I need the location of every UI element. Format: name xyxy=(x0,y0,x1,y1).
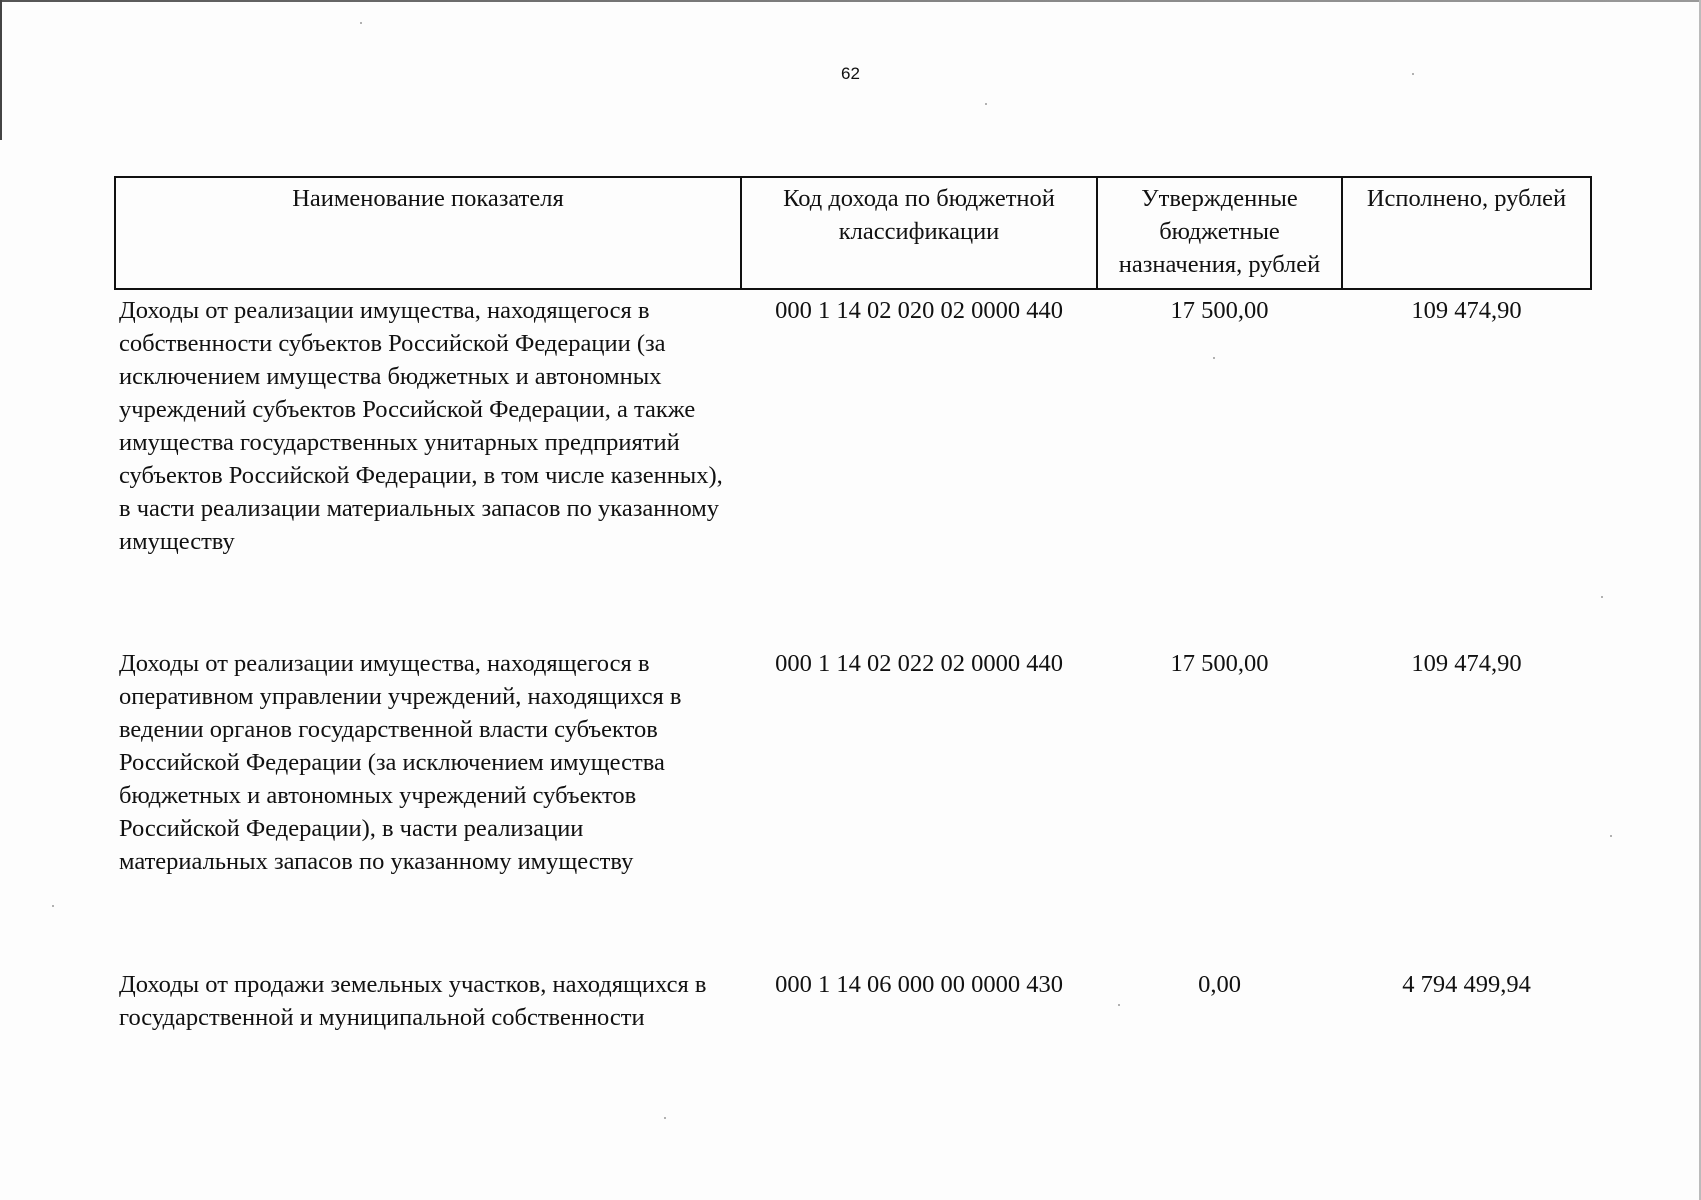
row-executed: 4 794 499,94 xyxy=(1402,971,1531,998)
table-row xyxy=(115,964,1591,1088)
scan-speck xyxy=(1412,73,1414,75)
scan-speck xyxy=(1213,357,1215,359)
revenue-table xyxy=(114,176,1592,1088)
row-name: Доходы от реализации имущества, находящегося в собственности субъектов Российской Федерации (за исключением имущества бюджетных и автономных учреждений субъектов Российской Федерации, а также имущества государственных унитарных предприятий субъектов Российской Федерации, в том числе казенных), в части реализации материальных запасов по указанному имуществу xyxy=(119,297,723,555)
row-code: 000 1 14 06 000 00 0000 430 xyxy=(775,971,1063,998)
scan-speck xyxy=(1118,1004,1120,1006)
row-executed: 109 474,90 xyxy=(1411,650,1522,677)
scan-speck xyxy=(985,103,987,105)
page-number: 62 xyxy=(841,64,860,83)
row-code: 000 1 14 02 020 02 0000 440 xyxy=(775,297,1063,324)
scan-speck xyxy=(360,22,362,24)
header-executed: Исполнено, рублей xyxy=(1342,177,1591,289)
row-approved: 17 500,00 xyxy=(1170,297,1269,324)
header-code: Код дохода по бюджетной классификации xyxy=(741,177,1097,289)
row-approved: 0,00 xyxy=(1198,971,1241,998)
row-approved: 17 500,00 xyxy=(1170,650,1269,677)
row-executed: 109 474,90 xyxy=(1411,297,1522,324)
scan-speck xyxy=(52,905,54,907)
scan-speck xyxy=(664,1117,666,1119)
scan-speck xyxy=(1610,835,1612,837)
row-name: Доходы от продажи земельных участков, находящихся в государственной и муниципальной собственности xyxy=(119,971,707,1031)
row-code: 000 1 14 02 022 02 0000 440 xyxy=(775,650,1063,677)
header-approved: Утвержденные бюджетные назначения, рублей xyxy=(1097,177,1342,289)
header-name: Наименование показателя xyxy=(115,177,741,289)
row-name: Доходы от реализации имущества, находящегося в оперативном управлении учреждений, находящихся в ведении органов государственной власти субъектов Российской Федерации (за исключением имущества бюджетных и автономных учреждений субъектов Российской Федерации), в части реализации материальных запасов по указанному имуществу xyxy=(119,650,682,875)
table-row xyxy=(115,643,1591,964)
table-row xyxy=(115,289,1591,643)
scan-speck xyxy=(1601,596,1603,598)
table-header-row xyxy=(115,177,1591,289)
scan-edge-top xyxy=(0,0,1701,2)
